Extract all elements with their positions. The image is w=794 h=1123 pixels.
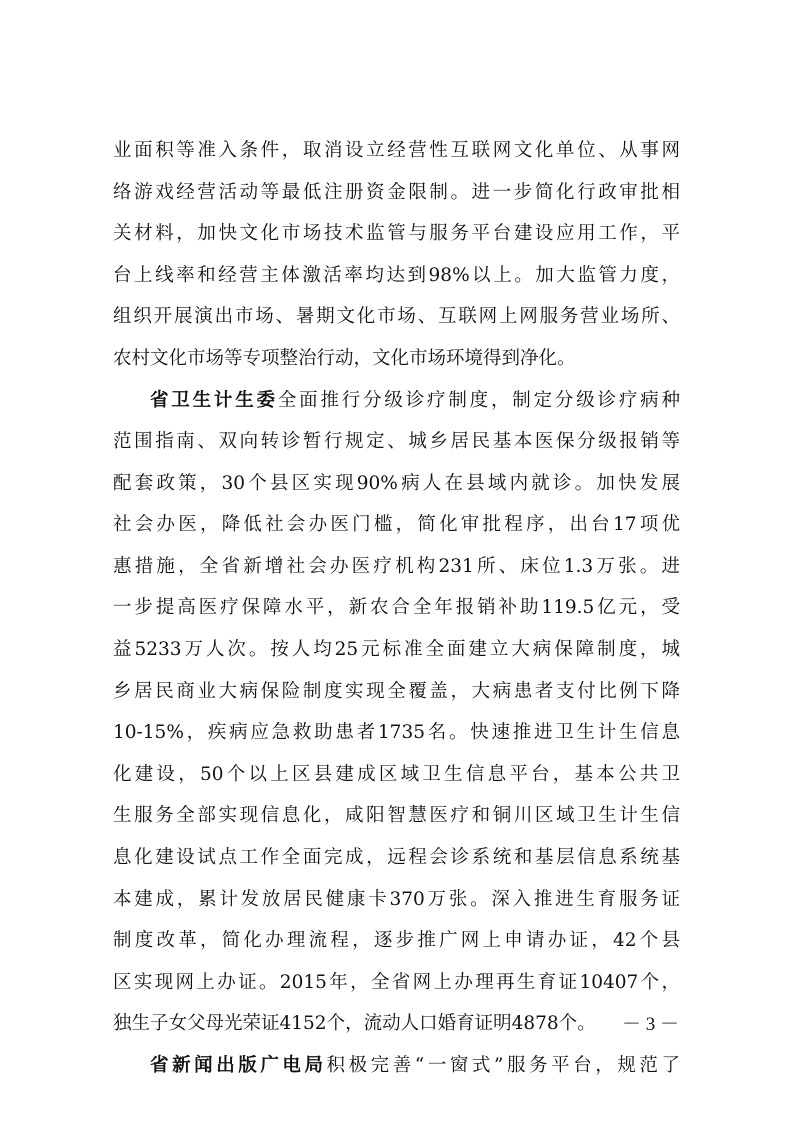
body-line: 社会办医，降低社会办医门槛，简化审批程序，出台17项优: [113, 514, 680, 535]
body-line: 台上线率和经营主体激活率均达到98%以上。加大监管力度，: [113, 265, 680, 286]
paragraph-text: 全面推行分级诊疗制度，制定分级诊疗病种: [277, 390, 680, 411]
body-line: 关材料，加快文化市场技术监管与服务平台建设应用工作，平: [113, 223, 680, 244]
department-lead: 省新闻出版广电局: [150, 1055, 327, 1076]
body-line: 区实现网上办证。2015年，全省网上办理再生育证10407个，: [113, 972, 680, 993]
body-line: 惠措施，全省新增社会办医疗机构231所、床位1.3万张。进: [113, 556, 680, 577]
paragraph-first-line: [150, 1050, 680, 1082]
body-line: 配套政策，30个县区实现90%病人在县域内就诊。加快发展: [113, 473, 680, 494]
page-number: － 3 －: [622, 1014, 680, 1035]
department-lead: 省卫生计生委: [150, 390, 278, 411]
body-line: 益5233万人次。按人均25元标准全面建立大病保障制度，城: [113, 639, 680, 660]
body-line: 息化建设试点工作全面完成，远程会诊系统和基层信息系统基: [113, 847, 680, 868]
body-line: 制度改革，简化办理流程，逐步推广网上申请办证，42个县: [113, 930, 680, 951]
body-line: 一步提高医疗保障水平，新农合全年报销补助119.5亿元，受: [113, 597, 680, 618]
body-line: 乡居民商业大病保险制度实现全覆盖，大病患者支付比例下降: [113, 681, 680, 702]
paragraph-text: 积极完善“一窗式”服务平台，规范了: [326, 1055, 680, 1076]
body-line: 业面积等准入条件，取消设立经营性互联网文化单位、从事网: [113, 140, 680, 161]
paragraph-first-line: [150, 385, 680, 417]
body-line: 络游戏经营活动等最低注册资金限制。进一步简化行政审批相: [113, 182, 680, 203]
body-line: 组织开展演出市场、暑期文化市场、互联网上网服务营业场所、: [113, 306, 680, 327]
body-line: 独生子女父母光荣证4152个，流动人口婚育证明4878个。: [113, 1013, 596, 1034]
body-line: 化建设，50个以上区县建成区域卫生信息平台，基本公共卫: [113, 764, 680, 785]
body-line: 本建成，累计发放居民健康卡370万张。深入推进生育服务证: [113, 889, 680, 910]
body-line: 农村文化市场等专项整治行动，文化市场环境得到净化。: [113, 348, 576, 369]
body-line: 生服务全部实现信息化，咸阳智慧医疗和铜川区域卫生计生信: [113, 805, 680, 826]
body-line: 范围指南、双向转诊暂行规定、城乡居民基本医保分级报销等: [113, 431, 680, 452]
body-line: 10-15%，疾病应急救助患者1735名。快速推进卫生计生信息: [113, 722, 680, 743]
